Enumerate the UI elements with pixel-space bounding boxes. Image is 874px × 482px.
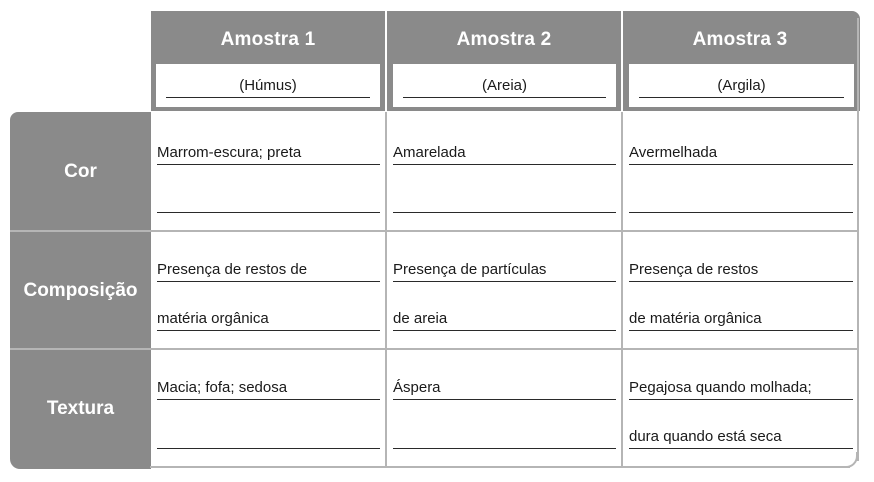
subtitle-box-amostra-2 <box>393 64 616 107</box>
answer-line: Presença de restos de <box>157 261 380 282</box>
column-divider <box>621 112 623 468</box>
answer-line <box>157 428 380 449</box>
answer-line: dura quando está seca <box>629 428 853 449</box>
column-subtitle: (Areia) <box>481 77 527 94</box>
row-label-composicao: Composição <box>23 279 138 301</box>
answer-line: de matéria orgânica <box>629 310 853 331</box>
answer-line <box>393 192 616 213</box>
write-line <box>639 97 844 98</box>
answer-line <box>157 192 380 213</box>
answer-line: Macia; fofa; sedosa <box>157 379 380 400</box>
answer-line: matéria orgânica <box>157 310 380 331</box>
table-corner <box>842 452 858 468</box>
write-line <box>403 97 606 98</box>
table-border-right <box>857 18 859 461</box>
subtitle-box-amostra-1 <box>156 64 380 107</box>
answer-line: Presença de restos <box>629 261 853 282</box>
column-subtitle: (Argila) <box>717 77 766 94</box>
write-line <box>166 97 370 98</box>
table-border-bottom <box>150 466 850 468</box>
column-divider <box>385 112 387 468</box>
column-subtitle: (Húmus) <box>239 77 297 94</box>
column-title-amostra-3: Amostra 3 <box>692 29 788 50</box>
row-divider <box>10 230 859 232</box>
column-title-amostra-2: Amostra 2 <box>456 29 552 50</box>
answer-line: Áspera <box>393 379 616 400</box>
answer-line: Amarelada <box>393 144 616 165</box>
answer-line: Presença de partículas <box>393 261 616 282</box>
subtitle-box-amostra-3 <box>629 64 854 107</box>
row-label-cor: Cor <box>64 160 97 182</box>
column-title-amostra-1: Amostra 1 <box>220 29 316 50</box>
answer-line: de areia <box>393 310 616 331</box>
header-divider <box>621 11 623 112</box>
answer-line: Pegajosa quando molhada; <box>629 379 853 400</box>
row-label-textura: Textura <box>46 398 115 419</box>
answer-line <box>629 192 853 213</box>
answer-line <box>393 428 616 449</box>
answer-line: Marrom-escura; preta <box>157 144 380 165</box>
answer-line: Avermelhada <box>629 144 853 165</box>
header-divider <box>385 11 387 112</box>
row-divider <box>10 348 859 350</box>
